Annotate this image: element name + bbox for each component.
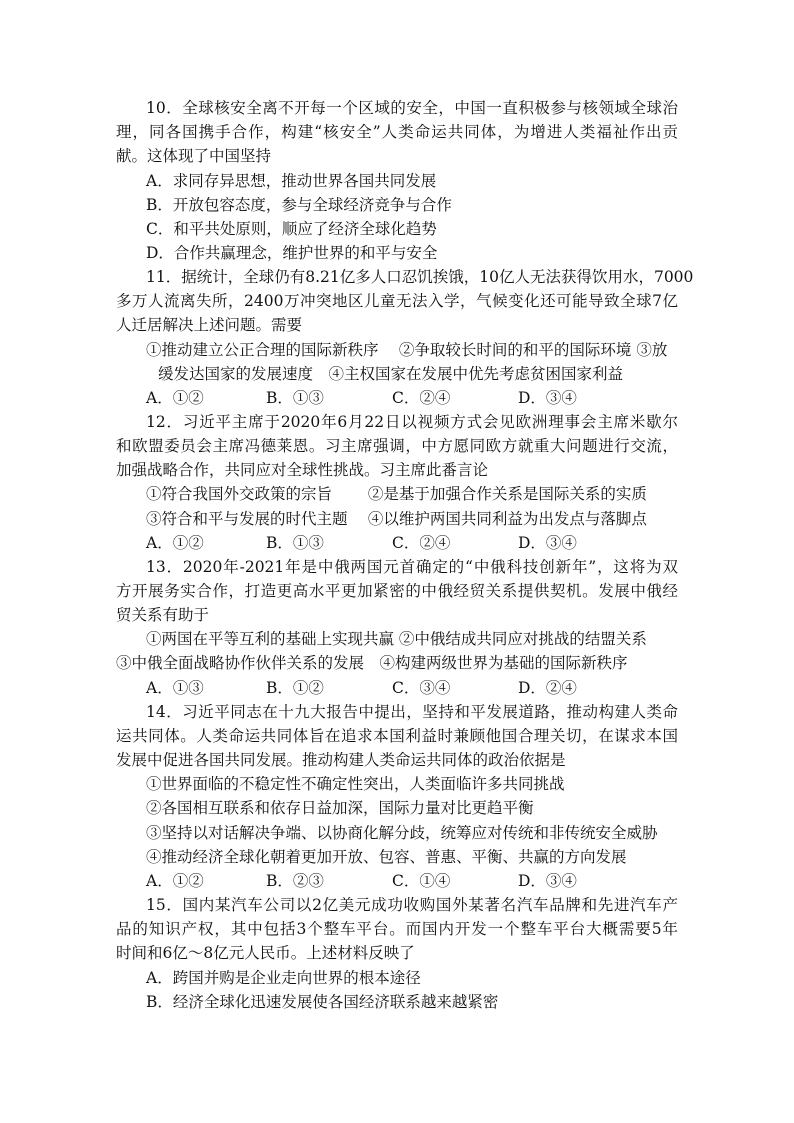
question-14-answer-c: C．①④ bbox=[392, 872, 451, 890]
question-10-line-1: 10．全球核安全离不开每一个区域的安全，中国一直积极参与核领域全球治 bbox=[146, 99, 678, 117]
question-14-item-3: ③坚持以对话解决争端、以协商化解分歧，统筹应对传统和非传统安全威胁 bbox=[146, 824, 658, 842]
question-11-item-line-2: 缓发达国家的发展速度 ④主权国家在发展中优先考虑贫困国家利益 bbox=[158, 365, 624, 383]
question-15-line-3: 时间和6亿～8亿元人民币。上述材料反映了 bbox=[116, 944, 415, 962]
question-10-option-c: C．和平共处原则，顺应了经济全球化趋势 bbox=[146, 220, 437, 238]
question-11-answer-a: A．①② bbox=[146, 389, 204, 407]
question-14-item-1: ①世界面临的不稳定性不确定性突出，人类面临许多共同挑战 bbox=[146, 775, 565, 793]
question-14-line-2: 运共同体。人类命运共同体旨在追求本国利益时兼顾他国合理关切，在谋求本国 bbox=[116, 727, 678, 745]
question-15-line-2: 品的知识产权，其中包括3个整车平台。而国内开发一个整车平台大概需要5年 bbox=[116, 920, 678, 938]
question-12-answer-d: D．③④ bbox=[518, 534, 577, 552]
question-11-line-3: 人迁居解决上述问题。需要 bbox=[116, 316, 303, 334]
question-13-item-line-2: ③中俄全面战略协作伙伴关系的发展 ④构建两级世界为基础的国际新秩序 bbox=[116, 654, 628, 672]
question-12-answer-b: B．①③ bbox=[266, 534, 324, 552]
question-10-option-a: A．求同存异思想，推动世界各国共同发展 bbox=[146, 172, 437, 190]
question-11-line-2: 多万人流离失所，2400万冲突地区儿童无法入学，气候变化还可能导致全球7亿 bbox=[116, 292, 678, 310]
question-11-answer-c: C．②④ bbox=[392, 389, 451, 407]
question-13-answer-a: A．①③ bbox=[146, 679, 204, 697]
question-15-option-b: B．经济全球化迅速发展使各国经济联系越来越紧密 bbox=[146, 993, 499, 1011]
question-10-option-b: B．开放包容态度，参与全球经济竞争与合作 bbox=[146, 196, 452, 214]
question-12-answer-c: C．②④ bbox=[392, 534, 451, 552]
question-13-item-line-1: ①两国在平等互利的基础上实现共赢 ②中俄结成共同应对挑战的结盟关系 bbox=[146, 630, 647, 648]
question-14-answer-b: B．②③ bbox=[266, 872, 324, 890]
question-10-line-2: 理，同各国携手合作，构建“核安全”人类命运共同体，为增进人类福祉作出贡 bbox=[116, 123, 678, 141]
question-13-line-2: 方开展务实合作，打造更高水平更加紧密的中俄经贸关系提供契机。发展中俄经 bbox=[116, 582, 678, 600]
question-14-line-1: 14．习近平同志在十九大报告中提出，坚持和平发展道路，推动构建人类命 bbox=[146, 703, 678, 721]
question-12-item-line-1: ①符合我国外交政策的宗旨 ②是基于加强合作关系是国际关系的实质 bbox=[146, 485, 647, 503]
question-14-item-2: ②各国相互联系和依存日益加深，国际力量对比更趋平衡 bbox=[146, 799, 534, 817]
question-13-answer-c: C．③④ bbox=[392, 679, 451, 697]
question-12-item-line-2: ③符合和平与发展的时代主题 ④以维护两国共同利益为出发点与落脚点 bbox=[146, 510, 647, 528]
question-12-answer-a: A．①② bbox=[146, 534, 204, 552]
question-11-answer-d: D．③④ bbox=[518, 389, 577, 407]
question-13-line-3: 贸关系有助于 bbox=[116, 606, 210, 624]
question-12-line-3: 加强战略合作，共同应对全球性挑战。习主席此番言论 bbox=[116, 461, 489, 479]
question-11-item-line-1: ①推动建立公正合理的国际新秩序 ②争取较长时间的和平的国际环境 ③放 bbox=[146, 341, 668, 359]
question-14-line-3: 发展中促进各国共同发展。推动构建人类命运共同体的政治依据是 bbox=[116, 751, 566, 769]
question-12-line-2: 和欧盟委员会主席冯德莱恩。习主席强调，中方愿同欧方就重大问题进行交流， bbox=[116, 437, 678, 455]
question-12-line-1: 12．习近平主席于2020年6月22日以视频方式会见欧洲理事会主席米歇尔 bbox=[146, 413, 678, 431]
question-15-option-a: A．跨国并购是企业走向世界的根本途径 bbox=[146, 969, 421, 987]
question-15-line-1: 15．国内某汽车公司以2亿美元成功收购国外某著名汽车品牌和先进汽车产 bbox=[146, 896, 678, 914]
question-13-line-1: 13．2020年-2021年是中俄两国元首确定的“中俄科技创新年”，这将为双 bbox=[146, 558, 678, 576]
question-14-answer-a: A．①② bbox=[146, 872, 204, 890]
question-13-answer-d: D．②④ bbox=[518, 679, 577, 697]
question-10-line-3: 献。这体现了中国坚持 bbox=[116, 147, 272, 165]
question-14-answer-d: D．③④ bbox=[518, 872, 577, 890]
question-13-answer-b: B．①② bbox=[266, 679, 324, 697]
question-14-item-4: ④推动经济全球化朝着更加开放、包容、普惠、平衡、共赢的方向发展 bbox=[146, 848, 627, 866]
question-11-answer-b: B．①③ bbox=[266, 389, 324, 407]
question-11-line-1: 11．据统计，全球仍有8.21亿多人口忍饥挨饿，10亿人无法获得饮用水，7000 bbox=[146, 268, 694, 286]
question-10-option-d: D．合作共赢理念，维护世界的和平与安全 bbox=[146, 244, 438, 262]
